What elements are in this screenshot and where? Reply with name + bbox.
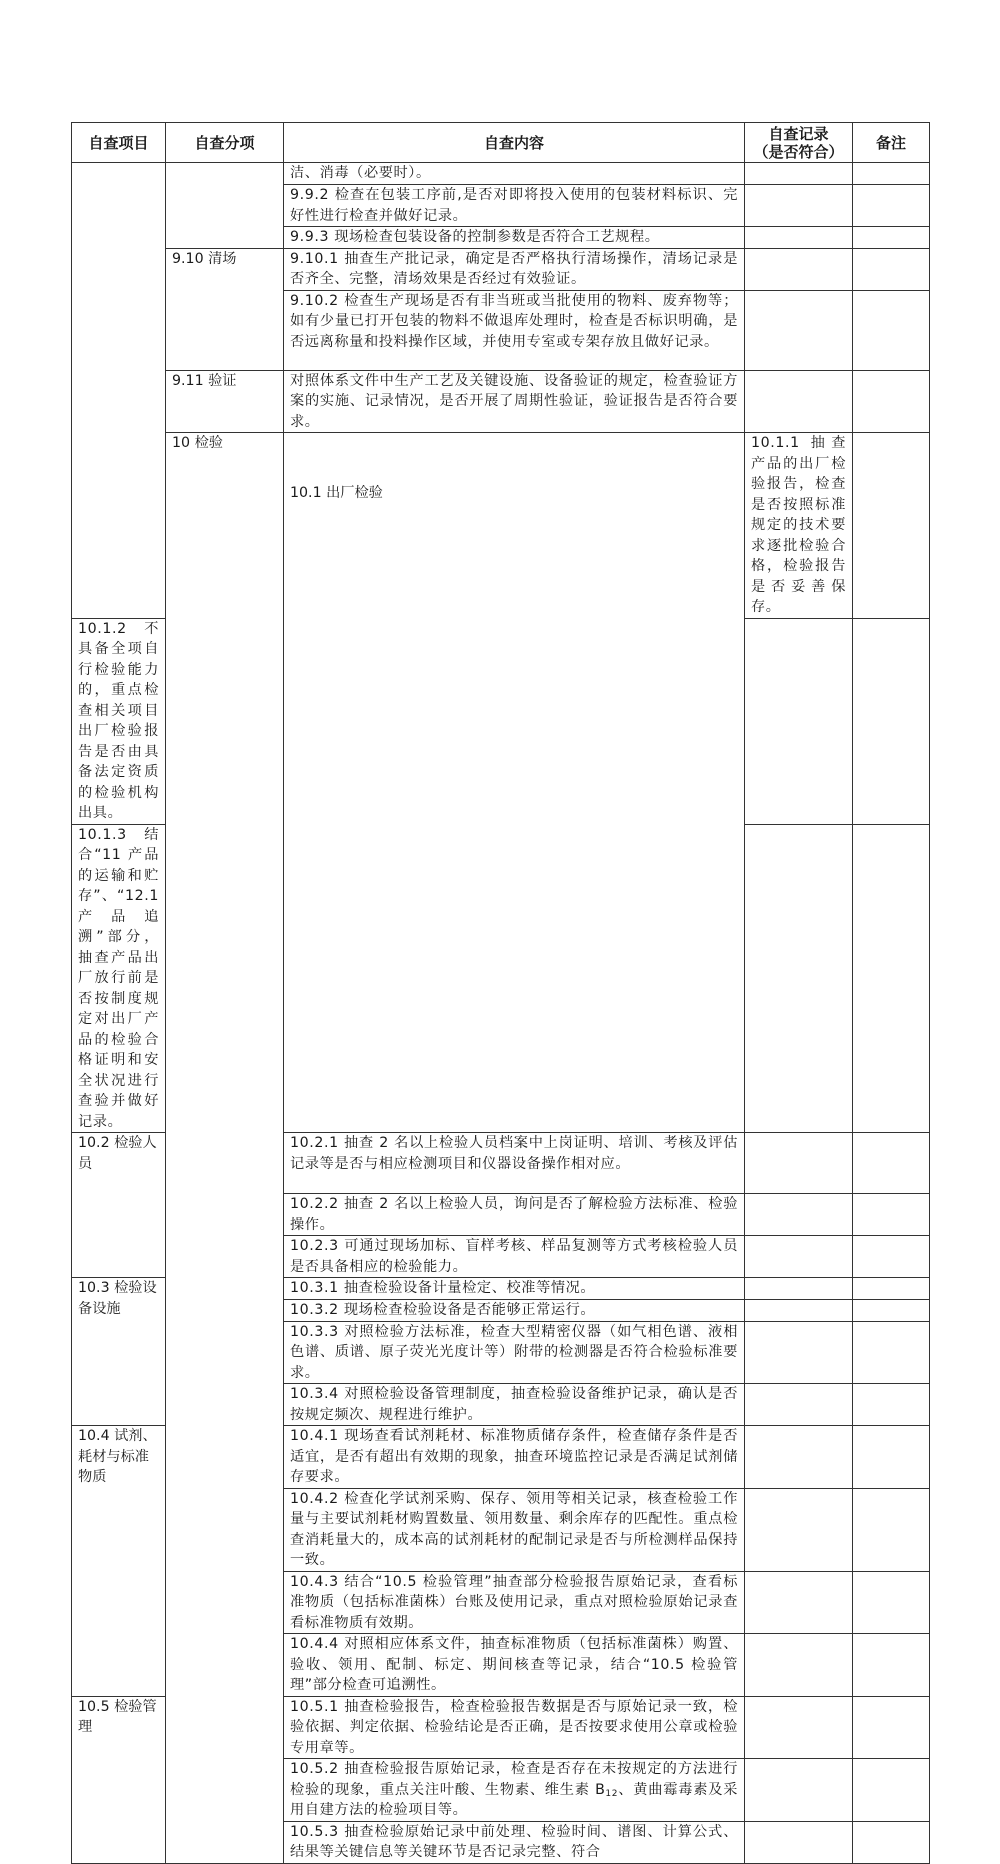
remarks-cell[interactable] xyxy=(853,1426,930,1489)
content-cell: 10.5.1 抽查检验报告，检查检验报告数据是否与原始记录一致，检验依据、判定依据、检验结论是否正确，是否按要求使用公章或检验专用章等。 xyxy=(284,1696,745,1759)
remarks-cell[interactable] xyxy=(853,1821,930,1863)
record-cell[interactable] xyxy=(745,1236,853,1278)
header-record-line2: （是否符合） xyxy=(753,142,844,161)
content-cell: 10.4.3 结合“10.5 检验管理”抽查部分检验报告原始记录，查看标准物质（包括标准菌株）台账及使用记录，重点对照检验原始记录查看标准物质有效期。 xyxy=(284,1571,745,1634)
content-cell: 10.3.3 对照检验方法标准，检查大型精密仪器（如气相色谱、液相色谱、质谱、原子荧光光度计等）附带的检测器是否符合检验标准要求。 xyxy=(284,1321,745,1384)
content-cell: 10.1.1 抽查产品的出厂检验报告，检查是否按照标准规定的技术要求逐批检验合格，检验报告是否妥善保存。 xyxy=(745,433,853,619)
record-cell[interactable] xyxy=(745,1300,853,1322)
content-cell: 10.5.3 抽查检验原始记录中前处理、检验时间、谱图、计算公式、结果等关键信息等关键环节是否记录完整、符合 xyxy=(284,1821,745,1863)
sub-item-cell: 10.4 试剂、耗材与标准物质 xyxy=(72,1426,166,1697)
remarks-cell[interactable] xyxy=(853,1384,930,1426)
content-cell: 9.9.3 现场检查包装设备的控制参数是否符合工艺规程。 xyxy=(284,227,745,249)
remarks-cell[interactable] xyxy=(853,185,930,227)
table-row xyxy=(72,370,930,433)
record-cell[interactable] xyxy=(745,618,853,824)
record-cell[interactable] xyxy=(745,163,853,185)
record-cell[interactable] xyxy=(745,1571,853,1634)
header-content: 自查内容 xyxy=(284,123,745,163)
remarks-cell[interactable] xyxy=(853,290,930,370)
remarks-cell[interactable] xyxy=(853,1133,930,1194)
content-cell: 10.3.1 抽查检验设备计量检定、校准等情况。 xyxy=(284,1278,745,1300)
record-cell[interactable] xyxy=(853,433,930,619)
header-record-line1: 自查记录 xyxy=(768,124,829,143)
remarks-cell[interactable] xyxy=(853,1571,930,1634)
remarks-cell[interactable] xyxy=(853,370,930,433)
content-cell: 9.10.1 抽查生产批记录，确定是否严格执行清场操作，清场记录是否齐全、完整，清场效果是否经过有效验证。 xyxy=(284,248,745,290)
content-cell: 10.3.2 现场检查检验设备是否能够正常运行。 xyxy=(284,1300,745,1322)
content-cell: 10.3.4 对照检验设备管理制度，抽查检验设备维护记录，确认是否按规定频次、规程进行维护。 xyxy=(284,1384,745,1426)
sub-item-cell: 10.2 检验人员 xyxy=(72,1133,166,1278)
content-text: 10.5.2 抽查检验报告原始记录，检查是否存在未按规定的方法进行检验的现象，重点关注叶酸、生物素、维生素 B xyxy=(290,1761,738,1798)
remarks-cell[interactable] xyxy=(853,1634,930,1697)
record-cell[interactable] xyxy=(745,1821,853,1863)
record-cell[interactable] xyxy=(745,370,853,433)
remarks-cell[interactable] xyxy=(853,163,930,185)
content-cell xyxy=(284,1759,745,1822)
record-cell[interactable] xyxy=(745,290,853,370)
header-remarks: 备注 xyxy=(853,123,930,163)
content-cell: 9.9.2 检查在包装工序前,是否对即将投入使用的包装材料标识、完好性进行检查并做好记录。 xyxy=(284,185,745,227)
remarks-cell[interactable] xyxy=(853,1321,930,1384)
remarks-cell[interactable] xyxy=(853,1236,930,1278)
remarks-cell[interactable] xyxy=(853,248,930,290)
record-cell[interactable] xyxy=(745,227,853,249)
table-row xyxy=(72,163,930,185)
record-cell[interactable] xyxy=(745,1194,853,1236)
header-sub-item: 自查分项 xyxy=(166,123,284,163)
record-cell[interactable] xyxy=(745,1133,853,1194)
header-item: 自查项目 xyxy=(72,123,166,163)
item-cell xyxy=(72,163,166,619)
remarks-cell[interactable] xyxy=(853,1300,930,1322)
table-header-row xyxy=(72,123,930,163)
sub-item-cell: 9.11 验证 xyxy=(166,370,284,433)
sub-item-cell: 10.1 出厂检验 xyxy=(284,433,745,1133)
content-cell: 10.2.3 可通过现场加标、盲样考核、样品复测等方式考核检验人员是否具备相应的检验能力。 xyxy=(284,1236,745,1278)
sub-item-cell: 10.5 检验管理 xyxy=(72,1696,166,1863)
record-cell[interactable] xyxy=(745,1426,853,1489)
sub-item-cell: 9.10 清场 xyxy=(166,248,284,370)
record-cell[interactable] xyxy=(745,1278,853,1300)
remarks-cell[interactable] xyxy=(853,824,930,1133)
remarks-cell[interactable] xyxy=(853,618,930,824)
content-cell: 10.4.4 对照相应体系文件，抽查标准物质（包括标准菌株）购置、验收、领用、配制、标定、期间核查等记录，结合“10.5 检验管理”部分检查可追溯性。 xyxy=(284,1634,745,1697)
content-cell: 洁、消毒（必要时）。 xyxy=(284,163,745,185)
sub-item-cell xyxy=(166,163,284,249)
remarks-cell[interactable] xyxy=(853,1278,930,1300)
sub-item-cell: 10.3 检验设备设施 xyxy=(72,1278,166,1426)
content-cell: 9.10.2 检查生产现场是否有非当班或当批使用的物料、废弃物等；如有少量已打开包装的物料不做退库处理时，检查是否标识明确，是否远离称量和投料操作区域，并使用专室或专架存放且做好记录。 xyxy=(284,290,745,370)
record-cell[interactable] xyxy=(745,824,853,1133)
header-record xyxy=(745,123,853,163)
remarks-cell[interactable] xyxy=(853,1696,930,1759)
remarks-cell[interactable] xyxy=(853,1194,930,1236)
self-inspection-table xyxy=(71,122,930,1864)
content-cell: 10.1.2 不具备全项自行检验能力的，重点检查相关项目出厂检验报告是否由具备法定资质的检验机构出具。 xyxy=(72,618,166,824)
content-cell: 10.4.1 现场查看试剂耗材、标准物质储存条件，检查储存条件是否适宜，是否有超出有效期的现象，抽查环境监控记录是否满足试剂储存要求。 xyxy=(284,1426,745,1489)
remarks-cell[interactable] xyxy=(853,1759,930,1822)
content-cell: 10.2.2 抽查 2 名以上检验人员，询问是否了解检验方法标准、检验操作。 xyxy=(284,1194,745,1236)
content-cell: 10.4.2 检查化学试剂采购、保存、领用等相关记录，核查检验工作量与主要试剂耗材购置数量、领用数量、剩余库存的匹配性。重点检查消耗量大的，成本高的试剂耗材的配制记录是否与所检测样品保持一致。 xyxy=(284,1488,745,1571)
content-cell: 对照体系文件中生产工艺及关键设施、设备验证的规定，检查验证方案的实施、记录情况，是否开展了周期性验证，验证报告是否符合要求。 xyxy=(284,370,745,433)
record-cell[interactable] xyxy=(745,248,853,290)
record-cell[interactable] xyxy=(745,1488,853,1571)
content-text-tail: 、黄曲霉毒素及采用自建方法的检验项目等。 xyxy=(290,1781,738,1818)
item-cell: 10 检验 xyxy=(166,433,284,1864)
content-cell: 10.1.3 结合“11 产品的运输和贮存”、“12.1 产品追溯”部分，抽查产品出厂放行前是否按制度规定对出厂产品的检验合格证明和安全状况进行查验并做好记录。 xyxy=(72,824,166,1133)
record-cell[interactable] xyxy=(745,1321,853,1384)
content-cell: 10.2.1 抽查 2 名以上检验人员档案中上岗证明、培训、考核及评估记录等是否与相应检测项目和仪器设备操作相对应。 xyxy=(284,1133,745,1194)
remarks-cell[interactable] xyxy=(853,1488,930,1571)
record-cell[interactable] xyxy=(745,1634,853,1697)
record-cell[interactable] xyxy=(745,1384,853,1426)
record-cell[interactable] xyxy=(745,185,853,227)
remarks-cell[interactable] xyxy=(853,227,930,249)
record-cell[interactable] xyxy=(745,1759,853,1822)
table-row xyxy=(72,433,930,619)
subscript-12: 12 xyxy=(605,1788,619,1799)
table-row xyxy=(72,248,930,290)
record-cell[interactable] xyxy=(745,1696,853,1759)
